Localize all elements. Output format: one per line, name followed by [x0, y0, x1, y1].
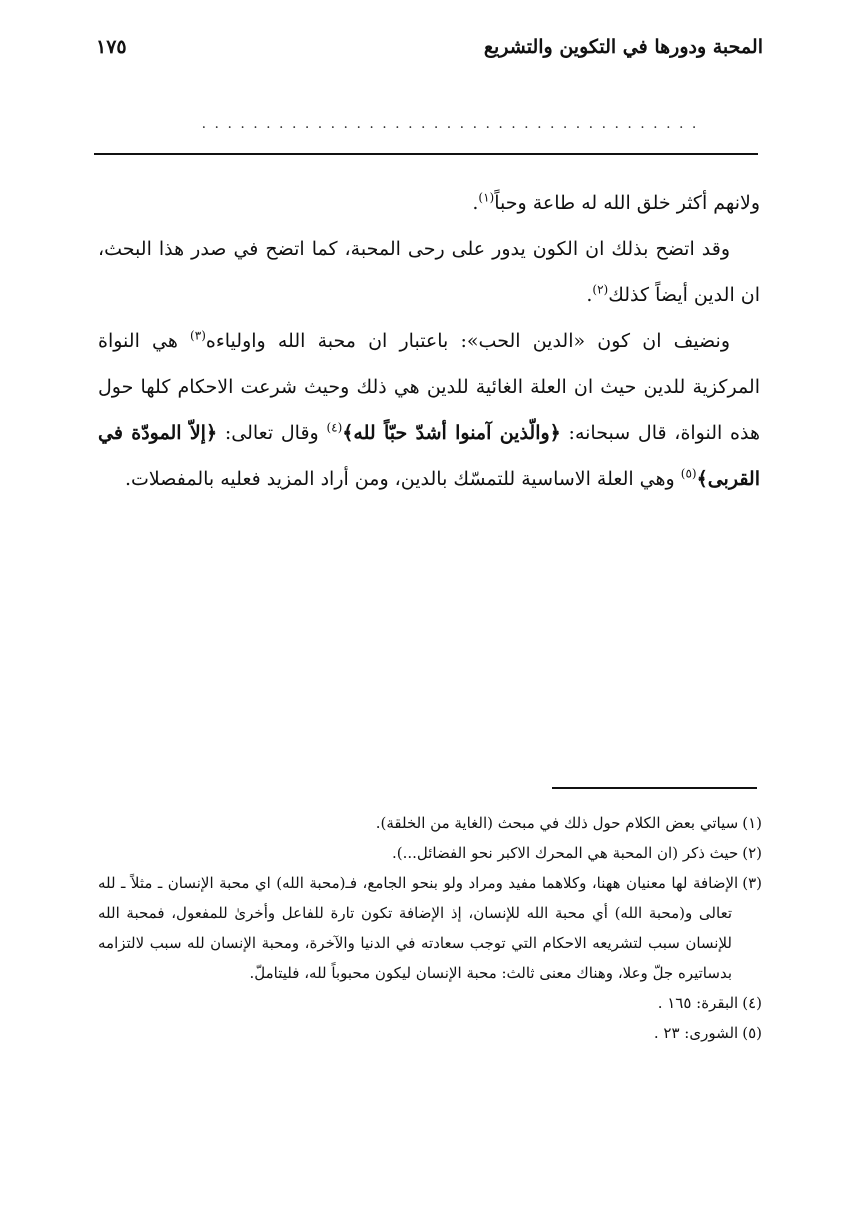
page-header	[96, 36, 763, 72]
footnote-4	[98, 988, 762, 1018]
quran-verse-2: ﴿إلاّ المودّة في القربى﴾	[98, 422, 760, 490]
paragraph-3-text-c: وقال تعالى:	[217, 422, 327, 444]
paragraph-1-text: ولانهم أكثر خلق الله له طاعة وحباً	[494, 192, 760, 214]
footnote-text: الإضافة لها معنيان ههنا، وكلاهما مفيد ومراد ولو بنحو الجامع، فـ(محبة الله) اي محبة الإنسان ـ مثلاً ـ لله تعالى و(محبة الله) أي محبة الله للإنسان، إذ الإضافة تكون تارة للفاعل وأخرىٰ للمفعول، فمحبة الله للإنسان سبب لتشريعه الاحكام التي توجب سعادته في الدنيا والآخرة، ومحبة الإنسان لله سبب لالتزامه بدساتيره جلّ وعلا، وهناك معنى ثالث: محبة الإنسان ليكون محبوباً لله، فليتاملّ.	[98, 874, 739, 982]
footnote-3	[98, 868, 762, 988]
paragraph-3-text-d: وهي العلة الاساسية للتمسّك بالدين، ومن أراد المزيد فعليه بالمفصلات.	[125, 468, 681, 490]
paragraph-3	[98, 318, 760, 502]
footnote-number: (٣)	[742, 874, 762, 892]
footnote-number: (١)	[742, 814, 762, 832]
separator-dots: . . . . . . . . . . . . . . . . . . . . . . . . . . . . . . . . . . . . . . .	[201, 116, 699, 132]
footnotes	[98, 808, 762, 1048]
footnote-rule	[552, 787, 757, 789]
header-rule	[94, 153, 758, 155]
footnote-text: سياتي بعض الكلام حول ذلك في مبحث (الغاية من الخلقة).	[375, 814, 739, 832]
footnote-ref-4: (٤)	[326, 420, 343, 435]
footnote-1	[98, 808, 762, 838]
quran-verse-1: ﴿والّذين آمنوا أشدّ حبّاً لله﴾	[342, 422, 561, 444]
footnote-ref-3: (٣)	[190, 328, 206, 343]
footnote-text: حيث ذكر (ان المحبة هي المحرك الاكبر نحو الفضائل...).	[391, 844, 739, 862]
main-text	[98, 180, 760, 502]
footnote-text: البقرة: ١٦٥ .	[657, 994, 739, 1012]
paragraph-2	[98, 226, 760, 318]
page-number: ١٧٥	[96, 36, 127, 58]
footnote-text: الشورى: ٢٣ .	[653, 1024, 739, 1042]
paragraph-1-tail: .	[472, 192, 479, 214]
footnote-ref-2: (٢)	[592, 282, 609, 297]
footnote-number: (٥)	[742, 1024, 762, 1042]
paragraph-2-text: وقد اتضح بذلك ان الكون يدور على رحى المحبة، كما اتضح في صدر هذا البحث، ان الدين أيضاً كذلك	[98, 238, 760, 306]
paragraph-1	[98, 180, 760, 226]
footnote-5	[98, 1018, 762, 1048]
footnote-number: (٤)	[742, 994, 762, 1012]
running-title: المحبة ودورها في التكوين والتشريع	[483, 36, 763, 58]
footnote-2	[98, 838, 762, 868]
paragraph-2-tail: .	[586, 284, 593, 306]
footnote-ref-5: (٥)	[680, 466, 697, 481]
paragraph-3-text-a: ونضيف ان كون «الدين الحب»: باعتبار ان محبة الله واولياءه	[205, 330, 730, 352]
footnote-ref-1: (١)	[478, 190, 495, 205]
paragraph-3-text-b: هي النواة المركزية للدين حيث ان العلة الغائية للدين هي ذلك وحيث شرعت الاحكام كلها حول هذه النواة، قال سبحانه:	[98, 330, 760, 444]
footnote-number: (٢)	[742, 844, 762, 862]
